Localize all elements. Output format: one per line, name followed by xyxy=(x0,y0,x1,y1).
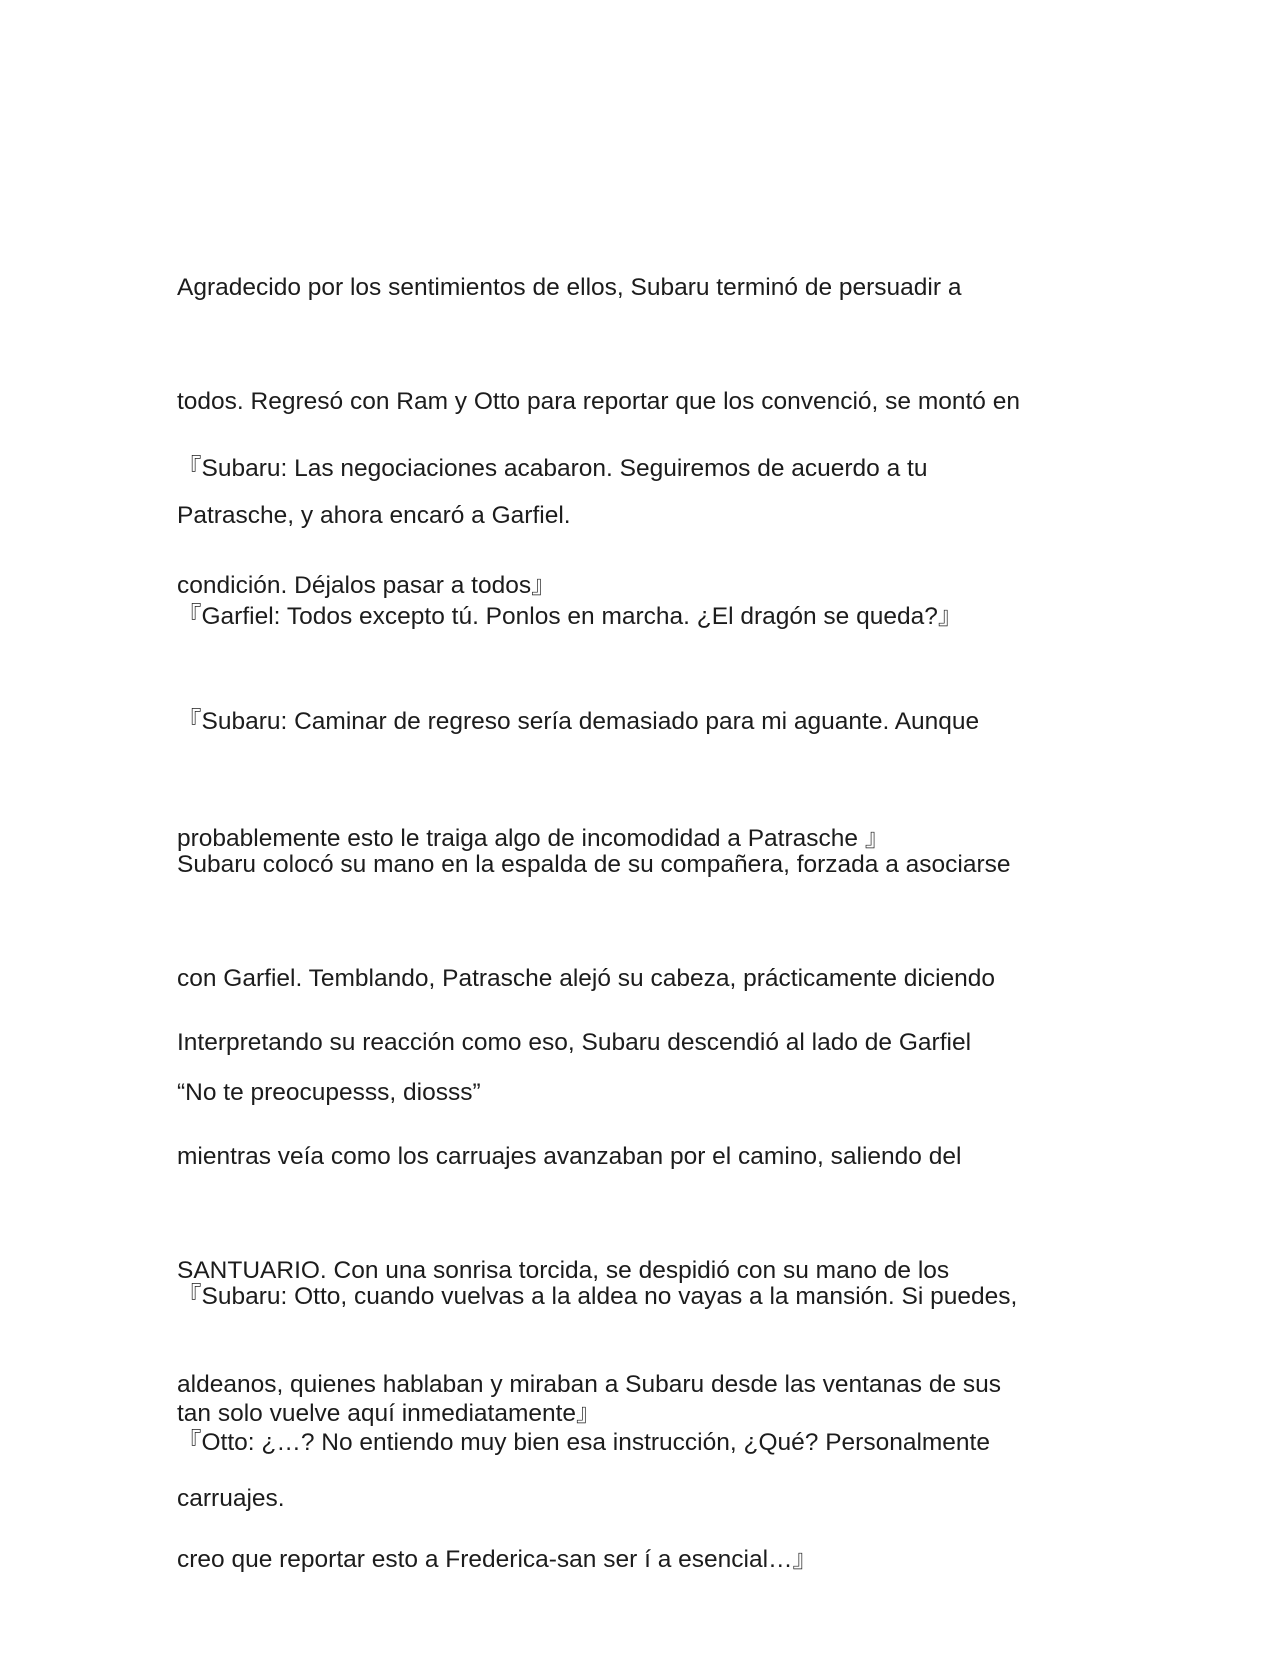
text-line: 『Subaru: Caminar de regreso sería demasiado para mi aguante. Aunque xyxy=(177,708,980,735)
text-line: “No te preocupesss, diosss” xyxy=(177,1079,481,1106)
text-line: 『Subaru: Otto, cuando vuelvas a la aldea no vayas a la mansión. Si puedes, xyxy=(177,1283,1018,1310)
text-line: todos. Regresó con Ram y Otto para reportar que los convenció, se montó en xyxy=(177,388,1020,415)
text-line: SANTUARIO. Con una sonrisa torcida, se despidió con su mano de los xyxy=(177,1257,950,1284)
text-line: mientras veía como los carruajes avanzaban por el camino, saliendo del xyxy=(177,1143,962,1170)
text-line: Patrasche, y ahora encaró a Garfiel. xyxy=(177,502,571,529)
text-line: probablemente esto le traiga algo de incomodidad a Patrasche 』 xyxy=(177,825,890,852)
text-line: 『Garfiel: Todos excepto tú. Ponlos en marcha. ¿El dragón se queda?』 xyxy=(177,603,963,630)
text-line: Subaru colocó su mano en la espalda de su compañera, forzada a asociarse xyxy=(177,851,1011,878)
paragraph-dialog-otto xyxy=(177,1346,1097,1656)
text-line: Agradecido por los sentimientos de ellos, Subaru terminó de persuadir a xyxy=(177,274,962,301)
text-line: 『Subaru: Las negociaciones acabaron. Seguiremos de acuerdo a tu xyxy=(177,455,928,482)
text-line: carruajes. xyxy=(177,1485,285,1512)
text-line: con Garfiel. Temblando, Patrasche alejó su cabeza, prácticamente diciendo xyxy=(177,965,996,992)
text-line: aldeanos, quienes hablaban y miraban a Subaru desde las ventanas de sus xyxy=(177,1371,1002,1398)
text-line: Interpretando su reacción como eso, Subaru descendió al lado de Garfiel xyxy=(177,1029,972,1056)
text-line: condición. Déjalos pasar a todos』 xyxy=(177,572,556,599)
text-line: creo que reportar esto a Frederica-san ser í a esencial…』 xyxy=(177,1546,818,1573)
text-line: tan solo vuelve aquí inmediatamente』 xyxy=(177,1400,601,1427)
text-line: 『Otto: ¿…? No entiendo muy bien esa instrucción, ¿Qué? Personalmente xyxy=(177,1429,990,1456)
